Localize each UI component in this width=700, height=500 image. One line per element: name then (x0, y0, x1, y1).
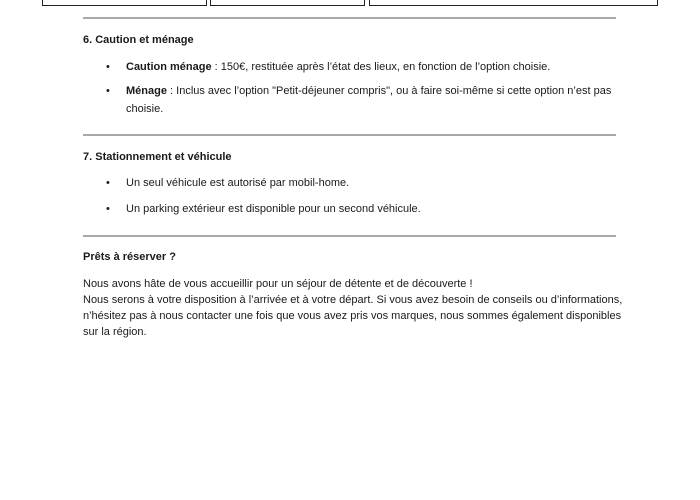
item-text: Un parking extérieur est disponible pour un second véhicule. (126, 203, 421, 215)
table-bottom-edge (42, 0, 658, 6)
item-label: Ménage (126, 85, 167, 97)
item-label: Caution ménage (126, 61, 212, 73)
bullet-icon: • (106, 203, 110, 215)
item-text: Un seul véhicule est autorisé par mobil-home. (126, 177, 350, 189)
bullet-icon: • (106, 85, 110, 97)
table-cell (210, 0, 365, 6)
section-divider (83, 134, 616, 136)
item-separator: : (211, 61, 221, 73)
item-separator: : (166, 85, 177, 97)
closing-paragraph (83, 276, 623, 340)
table-cell (369, 0, 658, 6)
list-item-menage (106, 82, 616, 118)
item-text: Inclus avec l’option "Petit-déjeuner compris", ou à faire soi-même si cette option n’est pas choisie. (126, 85, 612, 115)
bullet-icon: • (106, 177, 110, 189)
section-divider (83, 235, 616, 237)
section-7-heading: 7. Stationnement et véhicule (83, 151, 232, 163)
closing-line-1: Nous avons hâte de vous accueillir pour un séjour de détente et de découverte ! (83, 278, 473, 290)
table-cell (42, 0, 207, 6)
closing-heading: Prêts à réserver ? (83, 251, 176, 263)
section-divider (83, 17, 616, 19)
item-text: 150€, restituée après l’état des lieux, en fonction de l’option choisie. (220, 61, 551, 73)
closing-line-2: Nous serons à votre disposition à l’arrivée et à votre départ. Si vous avez besoin de conseils ou d’informations, n’hésitez pas à nous contacter une fois que vous avez pris vos marques, nous sommes également disponibles sur la région. (83, 294, 623, 338)
list-item-caution (106, 58, 616, 76)
list-item-vehicule (106, 174, 616, 192)
section-6-heading: 6. Caution et ménage (83, 34, 194, 46)
bullet-icon: • (106, 61, 110, 73)
list-item-parking (106, 200, 616, 218)
